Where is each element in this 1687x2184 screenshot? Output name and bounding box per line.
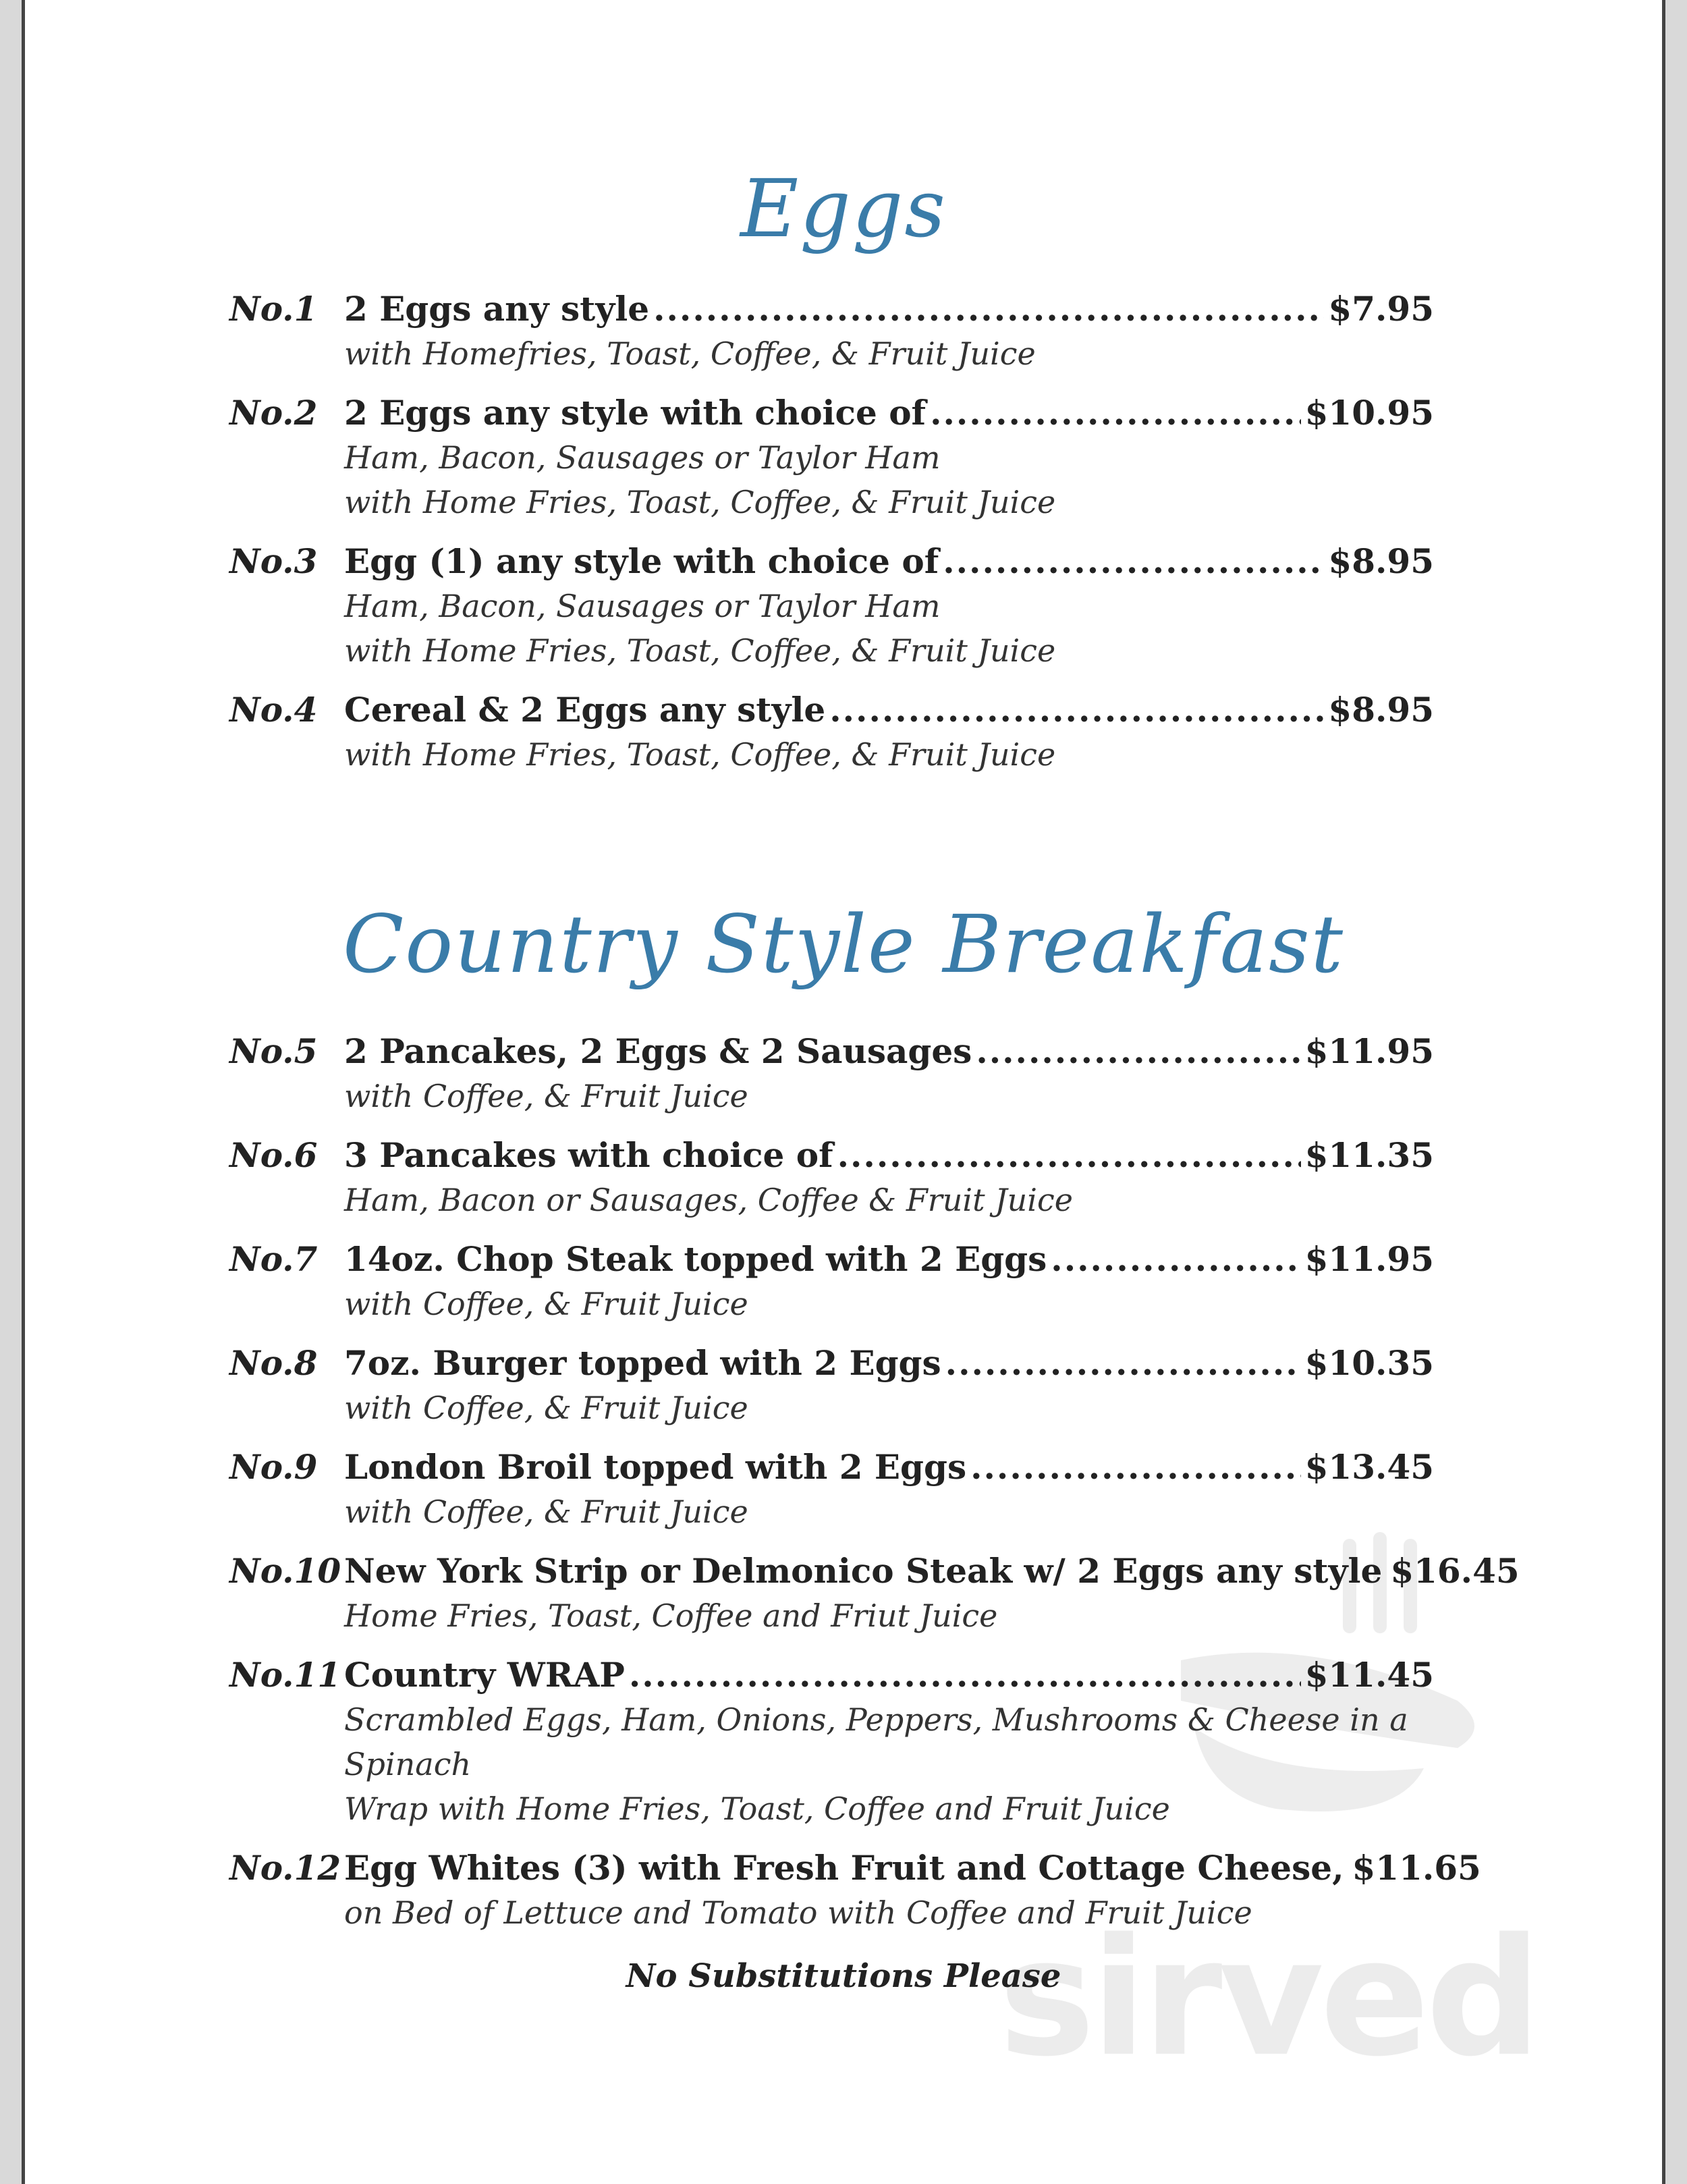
item-name: 2 Eggs any style [344, 289, 650, 329]
item-price: $11.65 [1352, 1848, 1481, 1888]
dot-leader [943, 539, 1324, 584]
item-name: New York Strip or Delmonico Steak w/ 2 Eggs any style [344, 1551, 1383, 1591]
item-name: 2 Eggs any style with choice of [344, 393, 927, 433]
item-number: No.2 [229, 393, 318, 433]
menu-item [229, 1653, 1434, 1831]
menu-item-header [229, 1133, 1434, 1178]
menu-item [229, 1133, 1434, 1222]
section-title-eggs: Eggs [740, 162, 947, 255]
menu-item-header [229, 539, 1434, 584]
dot-leader [1051, 1237, 1300, 1282]
menu-item [229, 539, 1434, 673]
item-name: Egg (1) any style with choice of [344, 541, 939, 581]
item-number: No.8 [229, 1343, 318, 1383]
item-description: Home Fries, Toast, Coffee and Friut Juice [344, 1598, 998, 1634]
item-price: $13.45 [1304, 1447, 1434, 1487]
item-number: No.9 [229, 1447, 318, 1487]
item-price: $8.95 [1328, 690, 1434, 730]
menu-item [229, 1549, 1520, 1638]
item-description: Ham, Bacon, Sausages or Taylor Ham [344, 588, 941, 624]
item-price: $11.45 [1304, 1655, 1434, 1695]
menu-item-header [229, 287, 1434, 331]
item-number: No.12 [229, 1848, 341, 1888]
item-description: with Coffee, & Fruit Juice [344, 1286, 748, 1322]
item-number: No.1 [229, 289, 318, 329]
item-number: No.3 [229, 541, 318, 581]
menu-item [229, 1846, 1481, 1935]
item-description: with Coffee, & Fruit Juice [344, 1494, 748, 1530]
item-name: Egg Whites (3) with Fresh Fruit and Cottage Cheese, [344, 1848, 1344, 1888]
item-number: No.11 [229, 1655, 341, 1695]
menu-item [229, 688, 1434, 777]
item-number: No.7 [229, 1239, 318, 1279]
section-title-country-style-breakfast: Country Style Breakfast [342, 898, 1345, 991]
item-number: No.5 [229, 1031, 318, 1071]
item-price: $11.35 [1304, 1135, 1434, 1175]
item-price: $8.95 [1328, 541, 1434, 581]
menu-item [229, 1029, 1434, 1118]
item-price: $11.95 [1304, 1031, 1434, 1071]
item-price: $10.35 [1304, 1343, 1434, 1383]
item-price: $16.45 [1390, 1551, 1520, 1591]
item-name: 2 Pancakes, 2 Eggs & 2 Sausages [344, 1031, 972, 1071]
dot-leader [629, 1653, 1301, 1697]
item-description: with Home Fries, Toast, Coffee, & Fruit Juice [344, 484, 1056, 520]
item-price: $10.95 [1304, 393, 1434, 433]
item-description: Scrambled Eggs, Ham, Onions, Peppers, Mushrooms & Cheese in a Spinach [344, 1701, 1408, 1782]
menu-item-header [229, 1237, 1434, 1282]
item-price: $7.95 [1328, 289, 1434, 329]
item-description: with Coffee, & Fruit Juice [344, 1078, 748, 1114]
dot-leader [829, 688, 1324, 732]
item-description: with Home Fries, Toast, Coffee, & Fruit Juice [344, 736, 1056, 773]
item-name: 14oz. Chop Steak topped with 2 Eggs [344, 1239, 1047, 1279]
item-description: on Bed of Lettuce and Tomato with Coffee and Fruit Juice [344, 1894, 1252, 1931]
menu-item [229, 391, 1434, 524]
menu-item-header [229, 1445, 1434, 1490]
item-number: No.10 [229, 1551, 341, 1591]
menu-item-header [229, 1029, 1434, 1074]
menu-item-header [229, 688, 1434, 732]
item-name: Country WRAP [344, 1655, 625, 1695]
item-name: 7oz. Burger topped with 2 Eggs [344, 1343, 941, 1383]
item-name: 3 Pancakes with choice of [344, 1135, 833, 1175]
page-border-right [1662, 0, 1687, 2184]
item-description: with Coffee, & Fruit Juice [344, 1390, 748, 1426]
page-border-left [0, 0, 25, 2184]
dot-leader [837, 1133, 1301, 1178]
item-description: Ham, Bacon, Sausages or Taylor Ham [344, 439, 941, 476]
item-name: London Broil topped with 2 Eggs [344, 1447, 967, 1487]
item-number: No.6 [229, 1135, 318, 1175]
dot-leader [930, 391, 1301, 435]
menu-item-header [229, 1653, 1434, 1697]
dot-leader [945, 1341, 1301, 1386]
menu-item [229, 1445, 1434, 1534]
dot-leader [653, 287, 1324, 331]
dot-leader [970, 1445, 1301, 1490]
item-description: Ham, Bacon or Sausages, Coffee & Fruit Juice [344, 1182, 1073, 1218]
menu-list-country-style-breakfast [229, 1029, 1520, 1950]
menu-item-header [229, 1549, 1520, 1593]
dot-leader [976, 1029, 1300, 1074]
menu-list-eggs [229, 287, 1434, 792]
menu-item [229, 1341, 1434, 1430]
footer-note: No Substitutions Please [626, 1957, 1061, 1995]
item-price: $11.95 [1304, 1239, 1434, 1279]
menu-item-header [229, 1341, 1434, 1386]
item-number: No.4 [229, 690, 318, 730]
menu-item [229, 287, 1434, 376]
menu-item-header [229, 391, 1434, 435]
item-description: Wrap with Home Fries, Toast, Coffee and Fruit Juice [344, 1791, 1170, 1827]
item-description: with Home Fries, Toast, Coffee, & Fruit Juice [344, 632, 1056, 669]
watermark-text: sirved [999, 1903, 1538, 2092]
menu-item-header [229, 1846, 1481, 1890]
item-description: with Homefries, Toast, Coffee, & Fruit Juice [344, 335, 1036, 372]
item-name: Cereal & 2 Eggs any style [344, 690, 826, 730]
menu-item [229, 1237, 1434, 1326]
